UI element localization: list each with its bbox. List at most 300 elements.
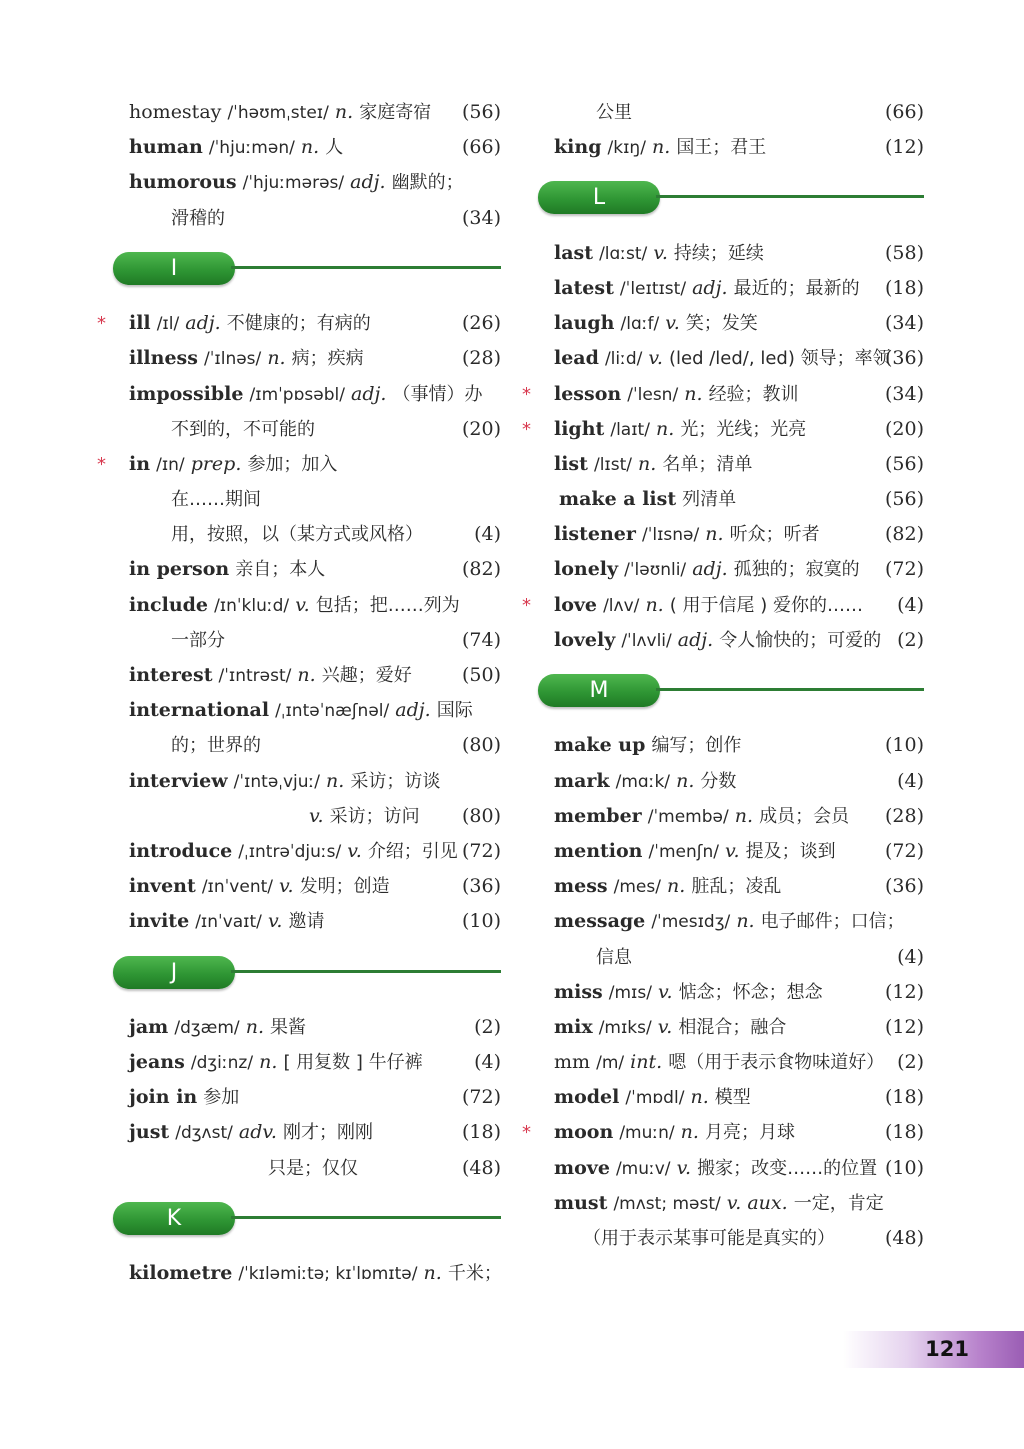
entry-text: [554, 1010, 786, 1046]
entry-continuation: [113, 201, 501, 236]
part-of-speech: n.: [734, 804, 754, 827]
entry-text: [554, 904, 905, 940]
part-of-speech: n.: [655, 417, 675, 440]
part-of-speech: n.: [676, 769, 695, 792]
page-ref: (36): [461, 875, 501, 898]
section-rule: [231, 1216, 501, 1219]
page-ref: (2): [897, 1051, 924, 1074]
definition: 刚才；刚刚: [282, 1122, 373, 1144]
entry-text: [554, 834, 836, 870]
definition: [ 用复数 ] 牛仔裤: [283, 1052, 423, 1074]
part-of-speech: n.: [736, 910, 755, 933]
definition: 公里: [596, 102, 632, 123]
part-of-speech: adj.: [677, 628, 714, 651]
definition: 相混合；融合: [678, 1016, 787, 1038]
headword: interview: [129, 769, 228, 792]
glossary-entry: [538, 975, 924, 1010]
glossary-entry: [113, 869, 501, 904]
pronunciation: /ˈləʊnli/: [624, 560, 687, 581]
part-of-speech: n.: [667, 875, 686, 898]
headword: join in: [129, 1086, 198, 1109]
part-of-speech: v.: [653, 241, 668, 264]
glossary-entry: [538, 1010, 924, 1045]
entry-text: [129, 130, 343, 166]
headword: interest: [129, 664, 213, 687]
glossary-entry: [538, 1151, 924, 1186]
definition: 参加；加入: [247, 453, 338, 475]
key-word-star: *: [522, 594, 531, 616]
glossary-entry: [113, 693, 501, 728]
glossary-entry: [538, 130, 924, 165]
entry-continuation: [113, 623, 501, 658]
page-ref: (58): [884, 241, 924, 264]
entry-text: [129, 904, 325, 940]
pronunciation: /mɑːk/: [615, 771, 671, 792]
page-number: 121: [925, 1337, 969, 1361]
glossary-entry: [113, 1045, 501, 1080]
pronunciation: /muːv/: [615, 1158, 671, 1179]
part-of-speech: v.: [295, 593, 310, 616]
glossary-column-left: [97, 95, 502, 1291]
pronunciation: /ɪn/: [156, 454, 185, 475]
glossary-entry: [538, 271, 924, 306]
headword: mm: [554, 1051, 591, 1074]
pronunciation: /dʒiːnz/: [190, 1053, 254, 1074]
pronunciation: /lʌv/: [603, 595, 640, 616]
entry-text: [596, 95, 632, 130]
entry-text: [554, 130, 766, 166]
entry-text: [596, 940, 632, 975]
page-ref: (28): [884, 804, 924, 827]
glossary-column-right: [522, 95, 924, 1256]
glossary-entry: [113, 1256, 501, 1291]
entry-text: [554, 588, 863, 624]
pronunciation: /ˈhəʊmˌsteɪ/: [227, 103, 329, 123]
pronunciation: /ɪnˈvaɪt/: [195, 912, 262, 933]
headword: include: [129, 593, 209, 616]
part-of-speech: adv.: [238, 1121, 277, 1144]
headword: mess: [554, 875, 608, 898]
pronunciation: /ˈmɒdl/: [625, 1088, 685, 1109]
pronunciation: /ˈɪlnəs/: [204, 349, 262, 370]
definition: 介绍；引见: [367, 840, 458, 862]
definition: 令人愉快的；可爱的: [719, 629, 882, 651]
glossary-entry: [538, 799, 924, 834]
glossary-entry: [113, 165, 501, 200]
definition: 国际: [436, 700, 473, 722]
glossary-entry: [113, 1010, 501, 1045]
part-of-speech: n.: [705, 523, 724, 546]
part-of-speech: v.: [279, 875, 294, 898]
section-rule: [656, 688, 924, 691]
definition: 在……期间: [171, 489, 261, 511]
part-of-speech: adj.: [350, 171, 386, 194]
key-word-star: *: [97, 453, 106, 475]
pronunciation: /ɪnˈkluːd/: [214, 595, 290, 616]
entry-text: [554, 517, 820, 553]
entry-text: [554, 1151, 877, 1187]
pronunciation: /ɪmˈpɒsəbl/: [249, 384, 345, 405]
part-of-speech: adj.: [692, 558, 728, 581]
entry-continuation: [113, 799, 501, 834]
part-of-speech: n.: [651, 136, 671, 159]
definition: 只是；仅仅: [268, 1157, 358, 1179]
entry-continuation: [113, 412, 501, 447]
pronunciation: /lɑːst/: [599, 243, 648, 264]
page-ref: (20): [461, 417, 501, 440]
pronunciation: /ˈɪntəˌvjuː/: [233, 771, 320, 792]
definition: 果酱: [270, 1016, 307, 1038]
pronunciation: /ˈmenʃn/: [648, 841, 719, 862]
page-ref: (74): [461, 628, 501, 651]
headword: model: [554, 1086, 620, 1109]
definition: ( 用于信尾 ) 爱你的……: [669, 594, 863, 616]
part-of-speech: v.: [309, 804, 324, 827]
entry-text: [129, 447, 337, 483]
definition: 编写；创作: [651, 735, 742, 757]
part-of-speech: n.: [684, 382, 703, 405]
page-ref: (48): [884, 1227, 924, 1250]
glossary-entry: [538, 1186, 924, 1221]
page-ref: (18): [884, 1086, 924, 1109]
part-of-speech: n.: [645, 593, 664, 616]
definition: 模型: [714, 1087, 751, 1109]
key-word-star: *: [97, 313, 106, 335]
definition: 幽默的；: [391, 172, 464, 194]
entry-text: [309, 799, 420, 834]
definition: 经验；教训: [708, 383, 799, 405]
page-ref: (20): [884, 417, 924, 440]
pronunciation: /mɪs/: [608, 982, 652, 1003]
entry-text: [554, 728, 741, 763]
page-ref: (82): [461, 558, 501, 581]
part-of-speech: v.: [657, 1015, 673, 1038]
definition: 孤独的；寂寞的: [733, 559, 860, 581]
section-letter: K: [166, 1205, 182, 1231]
headword: lesson: [554, 382, 622, 405]
section-rule: [231, 970, 501, 973]
definition: 成员；会员: [759, 805, 850, 827]
glossary-entry: [522, 1115, 924, 1150]
headword: king: [554, 136, 602, 159]
entry-text: [559, 482, 736, 517]
headword: moon: [554, 1121, 614, 1144]
part-of-speech: n.: [680, 1121, 699, 1144]
headword: jam: [129, 1015, 169, 1038]
headword: move: [554, 1156, 610, 1179]
entry-continuation: [113, 728, 501, 763]
headword: humorous: [129, 171, 237, 194]
definition: 提及；谈到: [745, 840, 836, 862]
page-ref: (10): [884, 734, 924, 757]
glossary-entry: [538, 236, 924, 271]
entry-continuation: [538, 940, 924, 975]
part-of-speech: int.: [630, 1051, 663, 1074]
headword: last: [554, 241, 594, 264]
glossary-entry: [538, 1045, 924, 1080]
page-ref: (72): [461, 839, 501, 862]
page-ref: (72): [884, 839, 924, 862]
glossary-entry: [113, 588, 501, 623]
page-number-tab: [843, 1331, 1024, 1368]
glossary-entry: [538, 306, 924, 341]
page-ref: (10): [461, 910, 501, 933]
page-ref: (18): [461, 1121, 501, 1144]
headword: mark: [554, 769, 610, 792]
glossary-entry: [113, 1115, 501, 1150]
definition: 家庭寄宿: [359, 102, 432, 123]
page-ref: (4): [474, 523, 501, 546]
definition: 病；疾病: [291, 348, 364, 370]
glossary-entry: [113, 904, 501, 939]
definition: 一部分: [171, 629, 225, 651]
page-ref: (80): [461, 734, 501, 757]
part-of-speech: n.: [690, 1086, 709, 1109]
pronunciation: /mɪks/: [598, 1017, 652, 1038]
headword: just: [129, 1121, 170, 1144]
headword: must: [554, 1191, 608, 1214]
glossary-entry: [113, 764, 501, 799]
entry-text: [171, 412, 315, 447]
headword: in: [129, 452, 151, 475]
entry-text: [554, 1045, 884, 1081]
section-header: [538, 658, 924, 728]
headword: introduce: [129, 839, 233, 862]
glossary-entry: [538, 341, 924, 376]
headword: listener: [554, 523, 636, 546]
part-of-speech: v.: [648, 347, 663, 370]
page-ref: (2): [474, 1015, 501, 1038]
glossary-entry: [113, 377, 501, 412]
section-header: [538, 165, 924, 235]
part-of-speech: n.: [297, 664, 316, 687]
definition: 最近的；最新的: [733, 277, 860, 299]
pronunciation: /ˈmembə/: [647, 806, 729, 827]
headword: make up: [554, 734, 646, 757]
definition: 的；世界的: [171, 735, 261, 757]
part-of-speech: adj.: [395, 699, 431, 722]
pronunciation: /ɪl/: [156, 314, 180, 335]
headword: list: [554, 452, 588, 475]
headword: miss: [554, 980, 603, 1003]
section-letter: J: [170, 959, 178, 985]
entry-continuation: [113, 1151, 501, 1186]
part-of-speech: adj.: [692, 276, 728, 299]
pronunciation: /ˈkɪləmiːtə; kɪˈlɒmɪtə/: [238, 1264, 418, 1285]
glossary-entry: [97, 306, 501, 341]
entry-continuation: [538, 1221, 924, 1256]
entry-text: [129, 552, 325, 587]
entry-text: [171, 517, 423, 552]
glossary-entry: [113, 341, 501, 376]
definition: 信息: [596, 946, 632, 968]
key-word-star: *: [522, 1122, 531, 1144]
entry-text: [171, 201, 225, 236]
page-ref: (4): [897, 945, 924, 968]
entry-text: [554, 1080, 751, 1116]
pronunciation: /ˌɪntəˈnæʃnəl/: [275, 701, 390, 722]
pronunciation: /ɪnˈvent/: [201, 877, 273, 898]
section-rule: [656, 195, 924, 198]
definition: 发明；创造: [299, 876, 390, 898]
page-ref: (48): [461, 1156, 501, 1179]
page-ref: (26): [461, 312, 501, 335]
entry-text: [554, 1115, 795, 1151]
definition: 采访；访谈: [350, 770, 441, 792]
definition: （事情）办: [392, 383, 483, 405]
definition: 听众；听者: [729, 524, 820, 546]
glossary-entry: [538, 764, 924, 799]
glossary-entry: [538, 623, 924, 658]
pronunciation: /ˈlʌvli/: [621, 630, 672, 651]
definition: 包括；把……列为: [315, 594, 460, 616]
headword: mention: [554, 839, 643, 862]
pronunciation: /ˈɪntrəst/: [218, 666, 292, 687]
entry-text: [554, 377, 799, 413]
headword: in person: [129, 558, 230, 581]
glossary-entry: [113, 95, 501, 130]
headword: homestay: [129, 101, 222, 123]
definition: 不健康的；有病的: [226, 313, 371, 335]
definition: 名单；清单: [662, 453, 753, 475]
page-ref: (18): [884, 276, 924, 299]
headword: kilometre: [129, 1262, 233, 1285]
part-of-speech: v.: [658, 980, 673, 1003]
glossary-entry: [113, 658, 501, 693]
definition: 搬家；改变……的位置: [697, 1157, 878, 1179]
page-ref: (50): [461, 664, 501, 687]
headword: ill: [129, 312, 151, 335]
definition: 电子邮件；口信；: [760, 911, 905, 933]
page-ref: (36): [884, 347, 924, 370]
page-ref: (12): [884, 136, 924, 159]
part-of-speech: n.: [300, 136, 320, 159]
pronunciation: /dʒæm/: [174, 1017, 240, 1038]
part-of-speech: n.: [638, 452, 657, 475]
page-ref: (66): [461, 136, 501, 159]
definition: 不到的，不可能的: [171, 418, 315, 440]
glossary-entry: [538, 834, 924, 869]
definition: 参加: [203, 1087, 240, 1109]
entry-text: [171, 728, 261, 763]
part-of-speech: v.: [665, 312, 680, 335]
glossary-entry: [113, 834, 501, 869]
headword: illness: [129, 347, 198, 370]
glossary-entry: [113, 1080, 501, 1115]
headword: lonely: [554, 558, 619, 581]
definition: （用于表示某事可能是真实的）: [583, 1228, 835, 1250]
part-of-speech: v.: [347, 839, 362, 862]
pronunciation: /mʌst; məst/: [613, 1193, 721, 1214]
definition: 列清单: [682, 489, 737, 511]
page-ref: (34): [461, 206, 501, 229]
entry-text: [268, 1151, 358, 1186]
pronunciation: /ˈmesɪdʒ/: [651, 912, 731, 933]
headword: light: [554, 417, 605, 440]
pronunciation: /kɪŋ/: [607, 138, 646, 159]
section-header: [113, 940, 501, 1010]
headword: laugh: [554, 312, 615, 335]
headword: international: [129, 699, 270, 722]
entry-text: [129, 588, 460, 624]
definition: 兴趣；爱好: [321, 665, 412, 687]
entry-text: [554, 306, 758, 342]
entry-text: [129, 764, 440, 800]
entry-continuation: [113, 482, 501, 517]
entry-text: [554, 447, 752, 483]
page-ref: (10): [884, 1156, 924, 1179]
glossary-entry: [522, 377, 924, 412]
headword: member: [554, 804, 642, 827]
pronunciation: /liːd/: [604, 349, 643, 370]
headword: lead: [554, 347, 599, 370]
pronunciation: /ˈhjuːmən/: [208, 138, 295, 159]
section-letter: L: [592, 185, 606, 211]
entry-text: [129, 306, 371, 342]
pronunciation: /ˌɪntrəˈdjuːs/: [238, 841, 342, 862]
definition: 笑；发笑: [685, 313, 758, 335]
part-of-speech: n.: [259, 1051, 278, 1074]
part-of-speech: v. aux.: [726, 1191, 788, 1214]
page-ref: (18): [884, 1121, 924, 1144]
entry-continuation: [538, 95, 924, 130]
entry-text: [554, 412, 806, 448]
entry-continuation: [113, 517, 501, 552]
definition: (led /led/, led) 领导；率领: [669, 348, 891, 370]
entry-text: [129, 341, 364, 377]
definition: 脏乱；凌乱: [691, 876, 782, 898]
page-ref: (72): [461, 1086, 501, 1109]
section-header: [113, 1186, 501, 1256]
page-ref: (28): [461, 347, 501, 370]
entry-text: [129, 1010, 306, 1046]
definition: 用，按照，以（某方式或风格）: [171, 524, 423, 546]
headword: invite: [129, 910, 190, 933]
glossary-entry: [538, 904, 924, 939]
glossary-entry: [538, 517, 924, 552]
pronunciation: /lɪst/: [593, 454, 632, 475]
glossary-entry: [538, 728, 924, 763]
part-of-speech: n.: [267, 347, 286, 370]
entry-text: [554, 552, 860, 588]
entry-text: [129, 1045, 423, 1081]
glossary-entry: [538, 869, 924, 904]
definition: 采访；访问: [329, 805, 420, 827]
definition: 千米；: [447, 1263, 502, 1285]
entry-text: [129, 834, 458, 870]
entry-text: [129, 95, 431, 131]
entry-text: [554, 764, 736, 800]
headword: lovely: [554, 628, 616, 651]
glossary-entry: [538, 1080, 924, 1115]
part-of-speech: n.: [245, 1015, 264, 1038]
key-word-star: *: [522, 418, 531, 440]
entry-text: [554, 341, 891, 377]
definition: 惦念；怀念；想念: [678, 981, 823, 1003]
part-of-speech: v.: [267, 910, 283, 933]
entry-text: [129, 869, 390, 905]
page-ref: (56): [461, 101, 501, 123]
definition: 国王；君王: [676, 137, 767, 159]
page-ref: (56): [884, 452, 924, 475]
page-ref: (34): [884, 312, 924, 335]
glossary-entry: [522, 588, 924, 623]
page-ref: (66): [884, 101, 924, 123]
definition: 人: [325, 137, 344, 159]
pronunciation: /ˈhjuːmərəs/: [242, 173, 345, 194]
headword: invent: [129, 875, 196, 898]
definition: 持续；延续: [673, 242, 764, 264]
